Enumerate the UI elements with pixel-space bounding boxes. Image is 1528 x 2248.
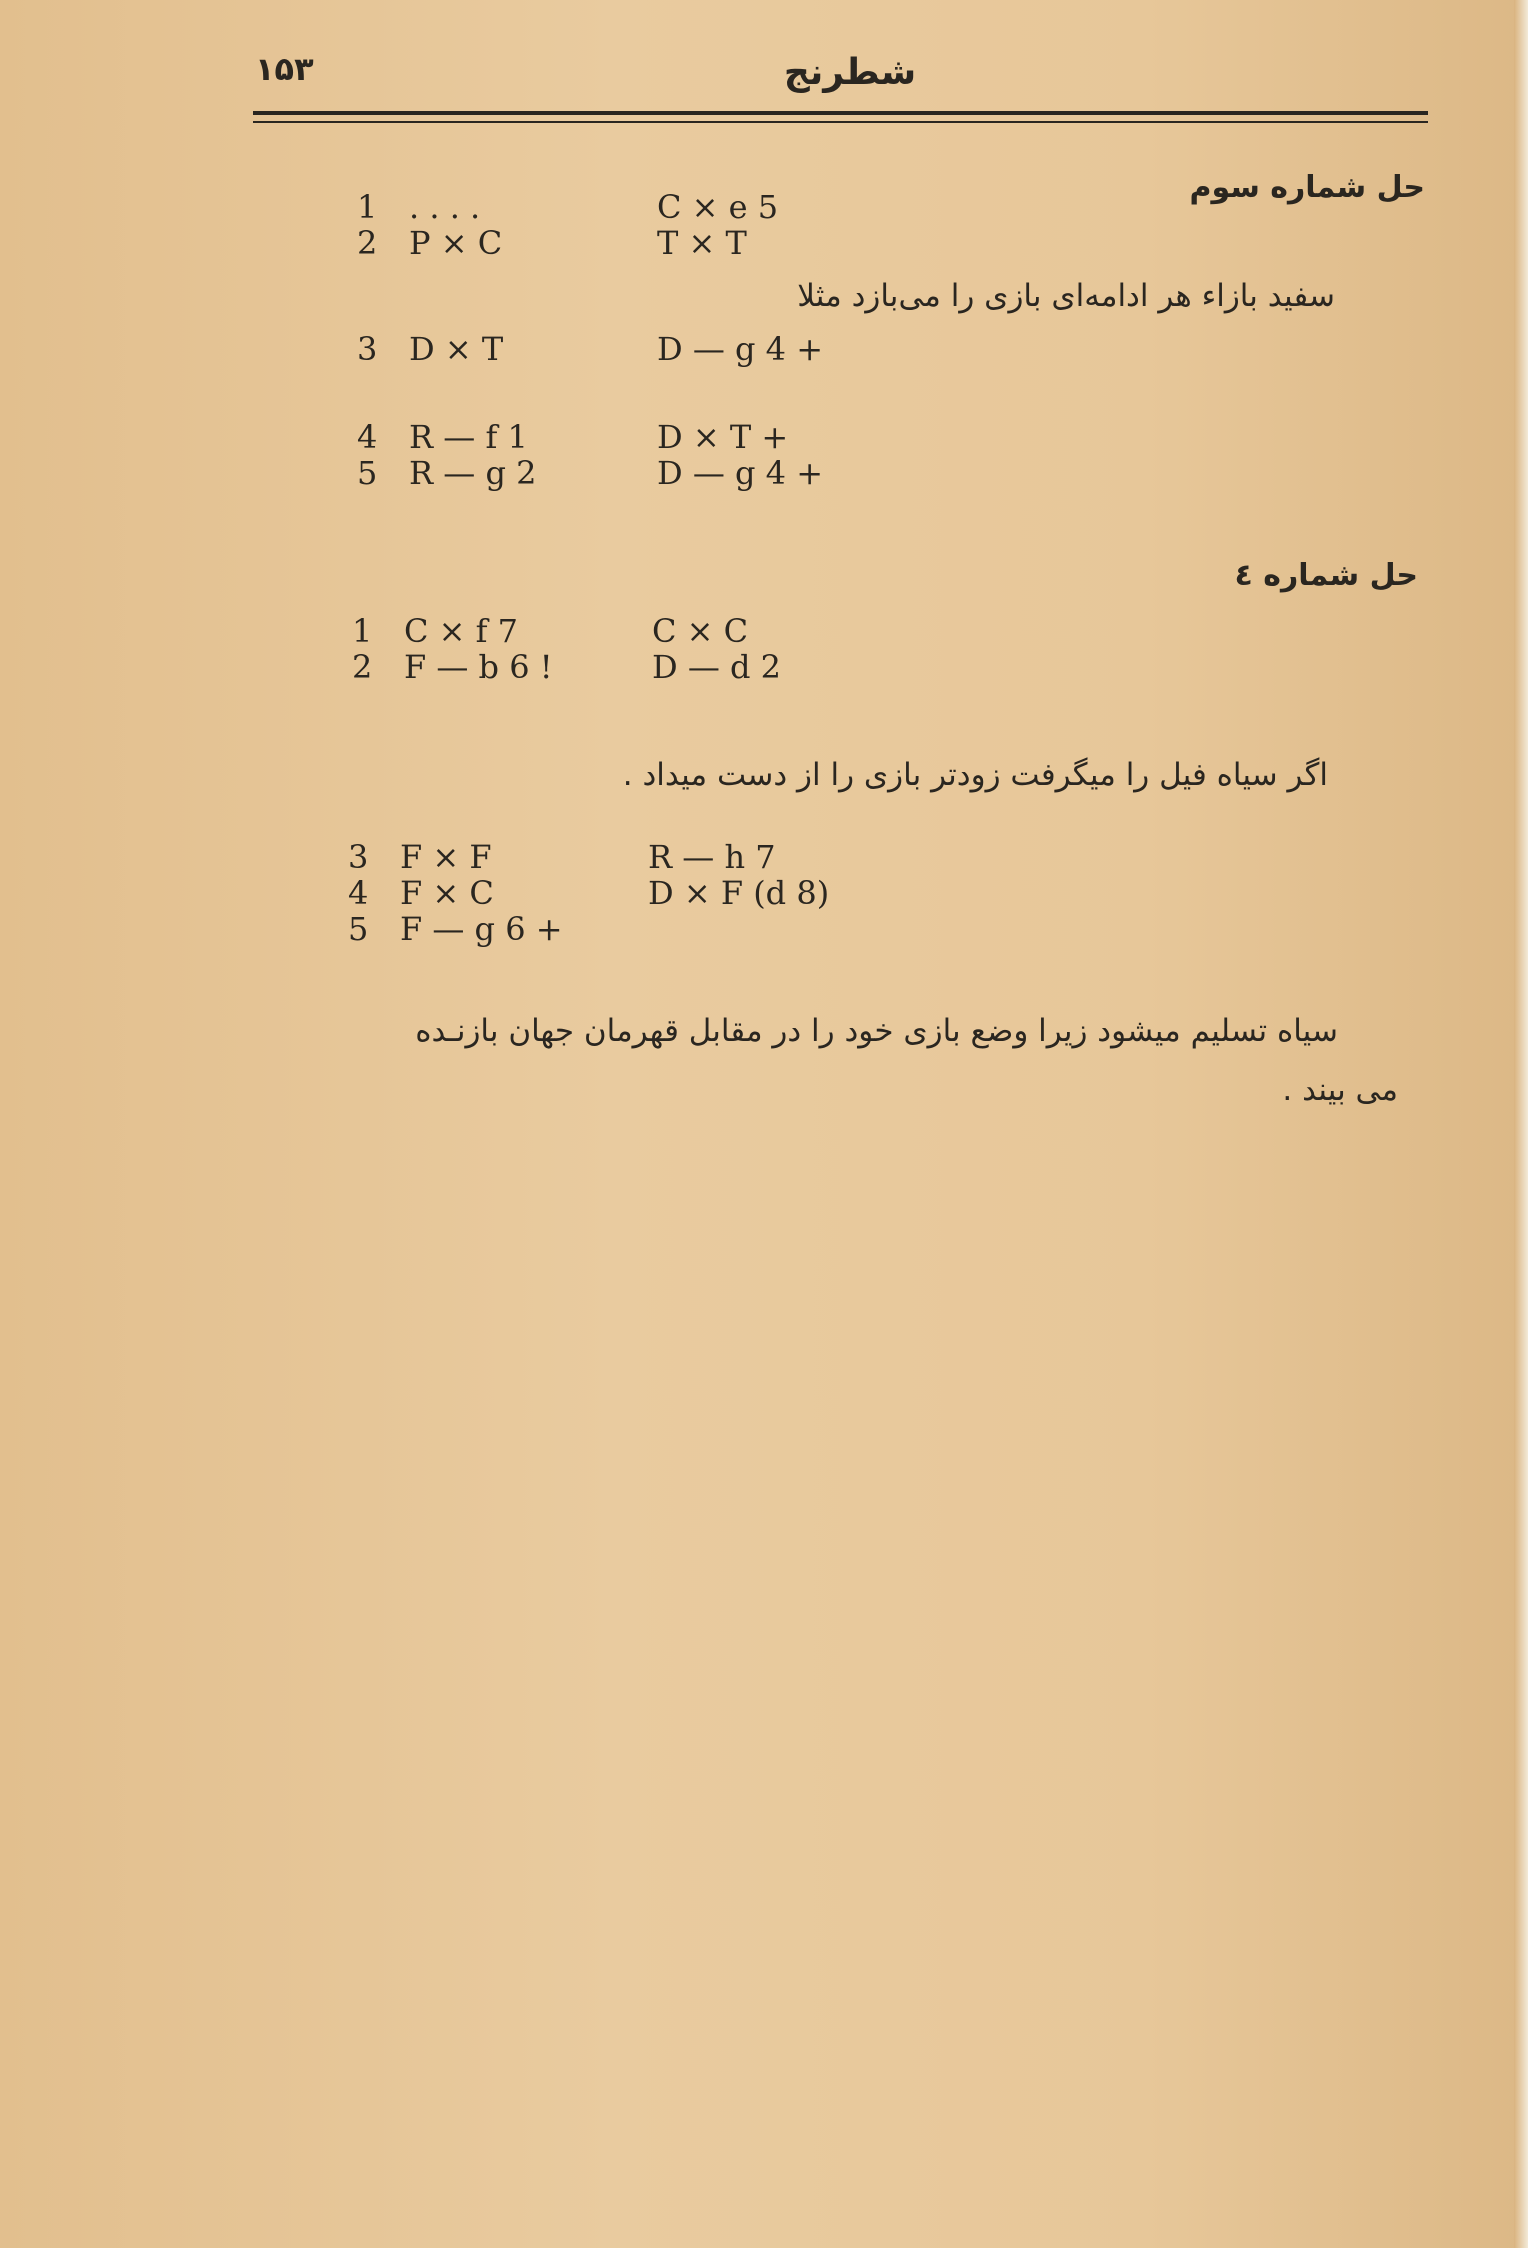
white-move: P × C (409, 224, 503, 262)
header-rule-thick (253, 111, 1428, 115)
black-move: D — g 4 + (657, 454, 823, 492)
solution3-moves-a (357, 188, 779, 262)
black-move: T × T (657, 224, 747, 262)
white-move: F × F (400, 838, 492, 876)
header-rule-thin (253, 121, 1428, 123)
solution4-note: اگر سیاه فیل را میگرفت زودتر بازی را از دست میداد . (622, 757, 1328, 793)
move-number: 3 (348, 838, 369, 876)
move-row (357, 418, 789, 456)
solution4-moves-a (352, 612, 782, 686)
move-row (357, 188, 779, 226)
black-move: D × T + (657, 418, 789, 456)
white-move: F — g 6 + (400, 910, 563, 948)
page-edge (1514, 0, 1528, 2248)
move-row (352, 648, 782, 686)
running-title: شطرنج (783, 52, 917, 93)
white-move: C × f 7 (404, 612, 519, 650)
solution4-moves-b (348, 838, 830, 948)
solution3-note: سفید بازاء هر ادامه‌ای بازی را می‌بازد مثلا (797, 278, 1335, 314)
move-number: 4 (348, 874, 369, 912)
move-row (352, 612, 749, 650)
move-number: 5 (357, 454, 378, 492)
move-number: 2 (352, 648, 373, 686)
white-move: F — b 6 ! (404, 648, 553, 686)
move-row (348, 838, 776, 876)
move-row (357, 224, 747, 262)
solution3-heading: حل شماره سوم (1189, 170, 1425, 205)
move-number: 1 (352, 612, 373, 650)
move-row (348, 874, 830, 912)
white-move: R — f 1 (409, 418, 528, 456)
black-move: C × e 5 (657, 188, 779, 226)
move-number: 2 (357, 224, 378, 262)
move-number: 4 (357, 418, 378, 456)
white-move: . . . . (409, 188, 481, 226)
white-move: F × C (400, 874, 494, 912)
black-move: R — h 7 (648, 838, 776, 876)
move-number: 5 (348, 910, 369, 948)
move-row (357, 454, 823, 492)
move-row (357, 330, 823, 368)
black-move: D — g 4 + (657, 330, 823, 368)
move-number: 1 (357, 188, 378, 226)
black-move: D — d 2 (652, 648, 782, 686)
solution3-moves-b (357, 330, 823, 368)
black-move: D × F (d 8) (648, 874, 830, 912)
black-move: C × C (652, 612, 749, 650)
solution4-heading: حل شماره ٤ (1234, 558, 1418, 593)
solution4-conclusion-line1: سیاه تسلیم میشود زیرا وضع بازی خود را در مقابل قهرمان جهان بازنـده (415, 1013, 1338, 1049)
page-number: ۱۵۳ (255, 50, 314, 88)
white-move: D × T (409, 330, 504, 368)
white-move: R — g 2 (409, 454, 537, 492)
solution3-moves-c (357, 418, 823, 492)
move-number: 3 (357, 330, 378, 368)
solution4-conclusion-line2: می بیند . (1282, 1072, 1398, 1108)
move-row (348, 910, 563, 948)
